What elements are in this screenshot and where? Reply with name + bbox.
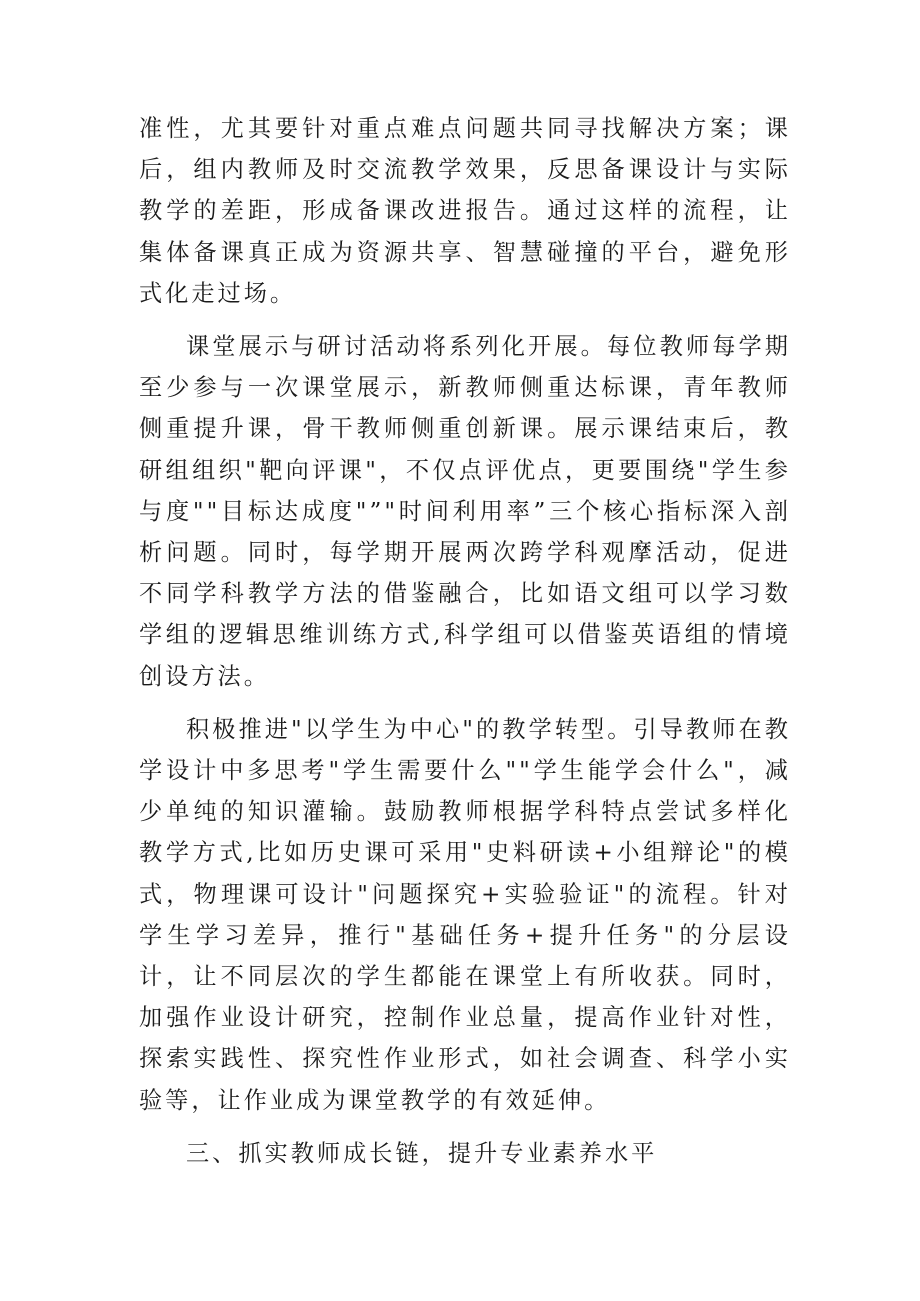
document-page <box>139 108 791 1174</box>
paragraph-student-centered-teaching: 积极推进"以学生为中心"的教学转型。引导教师在教学设计中多思考"学生需要什么""学生能学会什么"，减少单纯的知识灌输。鼓励教师根据学科特点尝试多样化教学方式,比如历史课可采用"史料研读+小组辩论"的模式，物理课可设计"问题探究+实验验证"的流程。针对学生学习差异，推行"基础任务+提升任务"的分层设计，让不同层次的学生都能在课堂上有所收获。同时，加强作业设计研究，控制作业总量，提高作业针对性，探索实践性、探究性作业形式，如社会调查、科学小实验等，让作业成为课堂教学的有效延伸。 <box>139 715 791 1114</box>
section-heading: 三、抓实教师成长链，提升专业素养水平 <box>186 1139 658 1167</box>
paragraph-classroom-showcase: 课堂展示与研讨活动将系列化开展。每位教师每学期至少参与一次课堂展示，新教师侧重达标课，青年教师侧重提升课，骨干教师侧重创新课。展示课结束后，教研组组织"靶向评课"，不仅点评优点，更要围绕"学生参与度""目标达成度"”"时间利用率”三个核心指标深入剖析问题。同时，每学期开展两次跨学科观摩活动，促进不同学科教学方法的借鉴融合，比如语文组可以学习数学组的逻辑思维训练方式,科学组可以借鉴英语组的情境创设方法。 <box>139 333 791 690</box>
paragraph-continuation: 准性，尤其要针对重点难点问题共同寻找解决方案；课后，组内教师及时交流教学效果，反思备课设计与实际教学的差距，形成备课改进报告。通过这样的流程，让集体备课真正成为资源共享、智慧碰撞的平台，避免形式化走过场。 <box>139 115 791 307</box>
